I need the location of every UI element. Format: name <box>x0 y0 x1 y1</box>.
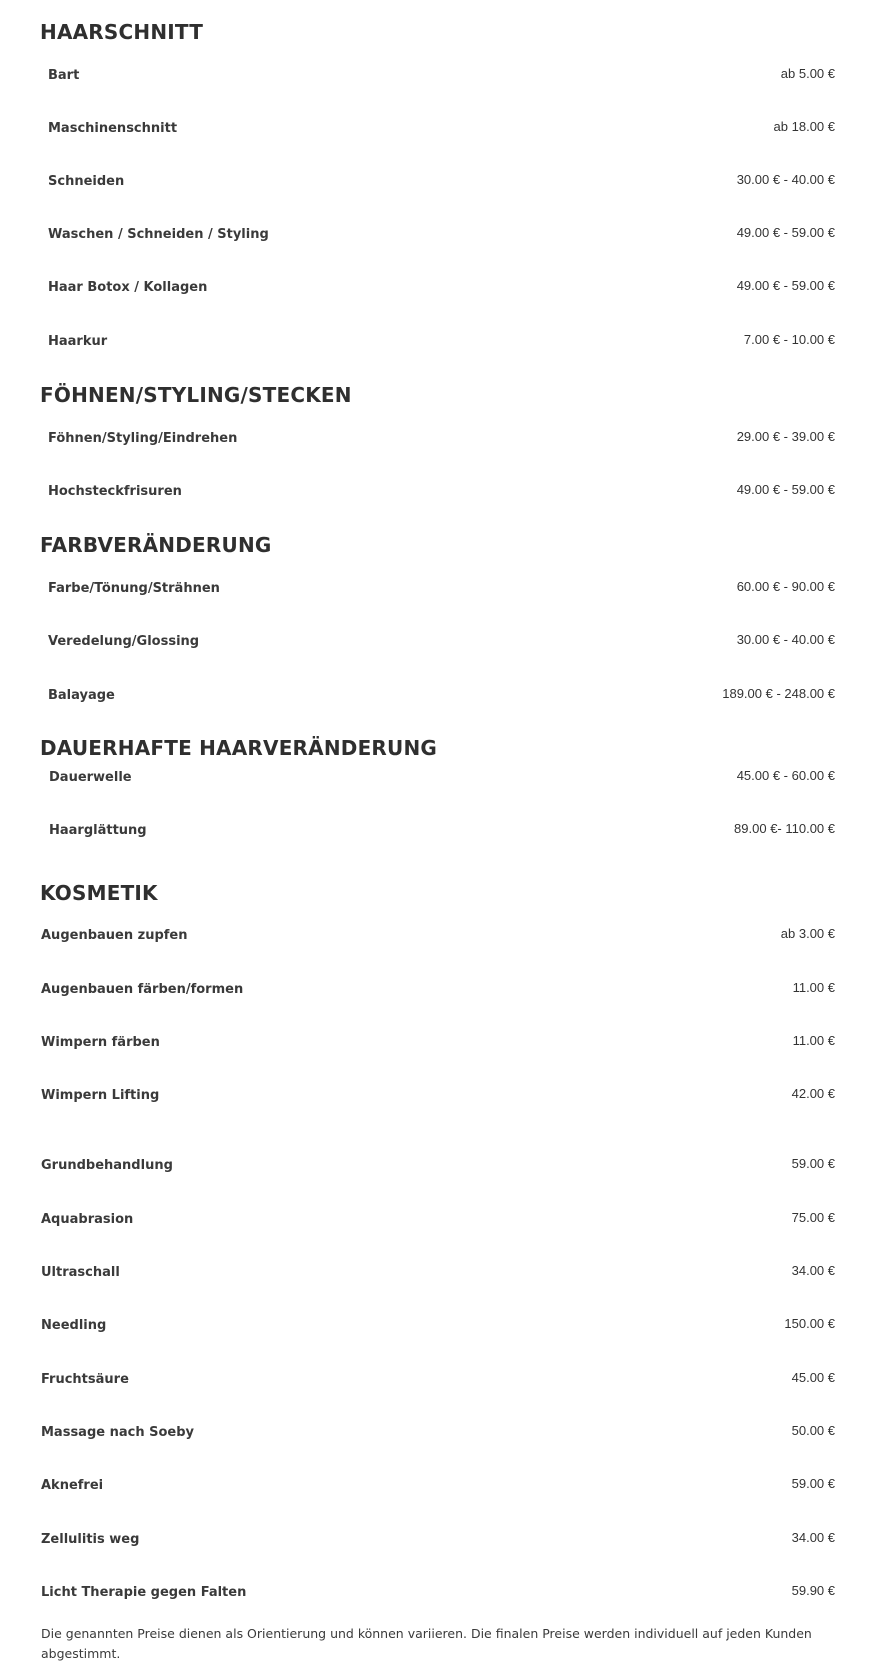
service-name: Haarglättung <box>49 823 147 838</box>
list-item <box>0 1263 887 1283</box>
service-name: Zellulitis weg <box>41 1532 140 1547</box>
section-title-dauerhafte-haarveraenderung: DAUERHAFTE HAARVERÄNDERUNG <box>40 736 438 760</box>
service-price: 45.00 € <box>791 1370 835 1385</box>
price-disclaimer: Die genannten Preise dienen als Orientierung und können variieren. Die finalen Preise werden individuell auf jeden Kunden abgestimmt. <box>41 1626 812 1661</box>
list-item <box>0 225 887 245</box>
service-price: 59.00 € <box>791 1476 835 1491</box>
service-price: 42.00 € <box>791 1086 835 1101</box>
section-title-haarschnitt: HAARSCHNITT <box>40 20 204 44</box>
list-item <box>0 1370 887 1390</box>
list-item <box>0 1210 887 1230</box>
section-title-farbveraenderung: FARBVERÄNDERUNG <box>40 533 272 557</box>
service-name: Augenbauen zupfen <box>41 928 188 943</box>
service-price: ab 3.00 € <box>780 926 835 941</box>
service-name: Maschinenschnitt <box>48 121 178 136</box>
list-item <box>0 1316 887 1336</box>
list-item <box>0 278 887 298</box>
service-price: 34.00 € <box>791 1530 835 1545</box>
section-title-kosmetik: KOSMETIK <box>40 881 158 905</box>
service-name: Schneiden <box>48 174 125 189</box>
service-name: Massage nach Soeby <box>41 1425 195 1440</box>
list-item <box>0 686 887 706</box>
service-price: 89.00 €- 110.00 € <box>734 821 835 836</box>
service-name: Balayage <box>48 688 115 703</box>
service-price: 150.00 € <box>784 1316 835 1331</box>
service-price: 7.00 € - 10.00 € <box>743 332 835 347</box>
list-item <box>0 926 887 946</box>
service-name: Bart <box>48 68 80 83</box>
service-name: Haarkur <box>48 334 108 349</box>
service-name: Fruchtsäure <box>41 1372 129 1387</box>
list-item <box>0 332 887 352</box>
list-item <box>0 1156 887 1176</box>
service-price: 11.00 € <box>792 980 835 995</box>
service-price: 30.00 € - 40.00 € <box>736 632 835 647</box>
service-name: Waschen / Schneiden / Styling <box>48 227 269 242</box>
service-name: Augenbauen färben/formen <box>41 982 244 997</box>
service-name: Farbe/Tönung/Strähnen <box>48 581 220 596</box>
list-item <box>0 66 887 86</box>
service-price: 75.00 € <box>791 1210 835 1225</box>
list-item <box>0 482 887 502</box>
list-item <box>0 1423 887 1443</box>
service-name: Licht Therapie gegen Falten <box>41 1585 247 1600</box>
list-item <box>0 1033 887 1053</box>
service-price: 50.00 € <box>791 1423 835 1438</box>
service-name: Grundbehandlung <box>41 1158 173 1173</box>
service-price: 49.00 € - 59.00 € <box>736 225 835 240</box>
service-name: Dauerwelle <box>49 770 132 785</box>
service-name: Wimpern Lifting <box>41 1088 160 1103</box>
service-price: 11.00 € <box>792 1033 835 1048</box>
service-price: ab 5.00 € <box>780 66 835 81</box>
service-price: 29.00 € - 39.00 € <box>736 429 835 444</box>
service-price: 60.00 € - 90.00 € <box>736 579 835 594</box>
service-name: Aknefrei <box>41 1478 104 1493</box>
section-title-foehnen-styling-stecken: FÖHNEN/STYLING/STECKEN <box>40 383 352 407</box>
list-item <box>0 768 887 788</box>
list-item <box>0 119 887 139</box>
service-name: Hochsteckfrisuren <box>48 484 182 499</box>
service-name: Ultraschall <box>41 1265 120 1280</box>
list-item <box>0 1086 887 1106</box>
service-price: ab 18.00 € <box>773 119 835 134</box>
list-item <box>0 579 887 599</box>
service-price: 45.00 € - 60.00 € <box>736 768 835 783</box>
service-name: Wimpern färben <box>41 1035 160 1050</box>
service-price: 59.00 € <box>791 1156 835 1171</box>
service-price: 34.00 € <box>791 1263 835 1278</box>
service-name: Aquabrasion <box>41 1212 134 1227</box>
list-item <box>0 1583 887 1603</box>
list-item <box>0 632 887 652</box>
service-price: 59.90 € <box>791 1583 835 1598</box>
list-item <box>0 429 887 449</box>
service-price: 49.00 € - 59.00 € <box>736 278 835 293</box>
service-name: Veredelung/Glossing <box>48 634 200 649</box>
service-name: Needling <box>41 1318 107 1333</box>
service-name: Föhnen/Styling/Eindrehen <box>48 431 238 446</box>
service-name: Haar Botox / Kollagen <box>48 280 208 295</box>
list-item <box>0 172 887 192</box>
list-item <box>0 1476 887 1496</box>
list-item <box>0 980 887 1000</box>
service-price: 49.00 € - 59.00 € <box>736 482 835 497</box>
list-item <box>0 821 887 841</box>
service-price: 189.00 € - 248.00 € <box>722 686 835 701</box>
list-item <box>0 1530 887 1550</box>
service-price: 30.00 € - 40.00 € <box>736 172 835 187</box>
